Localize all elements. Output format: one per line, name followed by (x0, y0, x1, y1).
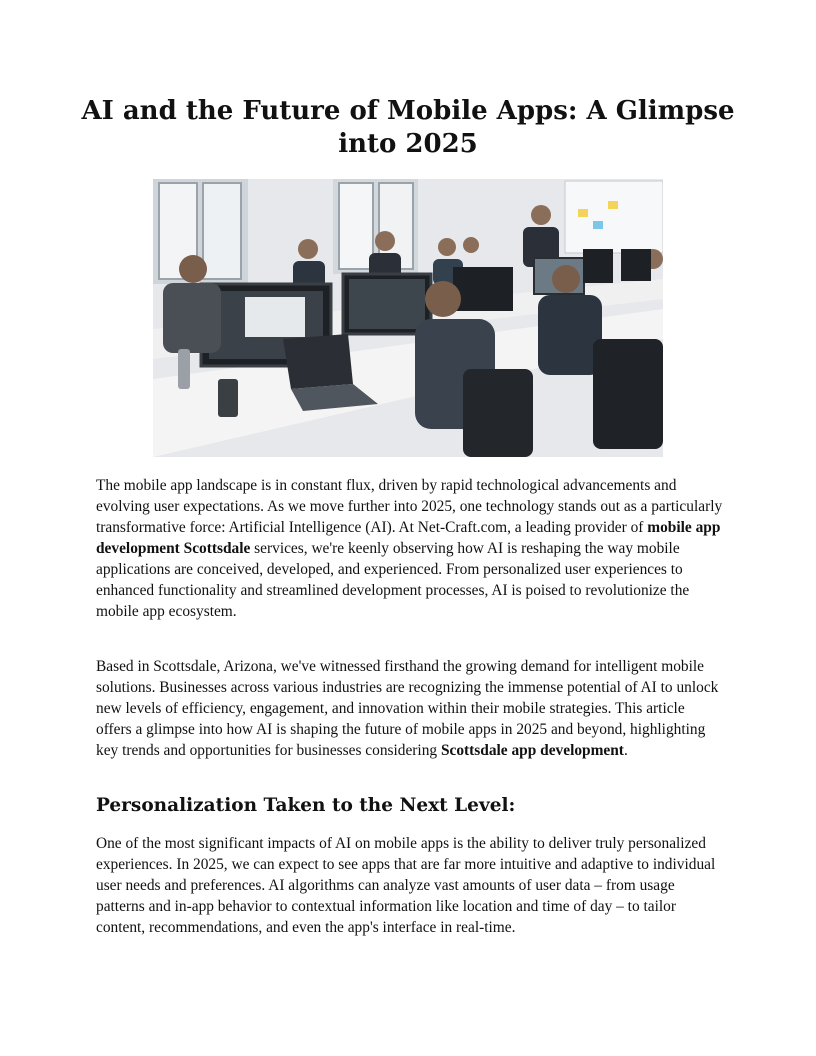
article-title: AI and the Future of Mobile Apps: A Glimpse into 2025 (81, 96, 735, 159)
intro-keyword: mobile app development Scottsdale (96, 519, 721, 557)
context-paragraph (96, 656, 724, 761)
context-text-start: Based in Scottsdale, Arizona, we've witnessed firsthand the growing demand for intelligent mobile solutions. Businesses across various industries are recognizing the immense potential of AI to unlock new levels of efficiency, engagement, and innovation within their mobile strategies. This article offers a glimpse into how AI is shaping the future of mobile apps in 2025 and beyond, highlighting key trends and opportunities for businesses considering (96, 658, 719, 759)
context-keyword: Scottsdale app development (440, 742, 624, 759)
intro-text-end: services, we're keenly observing how AI is reshaping the way mobile applications are conceived, developed, and experienced. From personalized user experiences to enhanced functionality and streamlined development processes, AI is poised to revolutionize the mobile app ecosystem. (96, 540, 690, 620)
context-text-end: . (623, 742, 628, 759)
section-heading: Personalization Taken to the Next Level: (96, 795, 516, 816)
office-photo (153, 179, 663, 457)
office-illustration (153, 179, 663, 457)
personalization-paragraph: One of the most significant impacts of AI on mobile apps is the ability to deliver truly personalized experiences. In 2025, we can expect to see apps that are far more intuitive and adaptive to individual user needs and preferences. AI algorithms can analyze vast amounts of user data – from usage patterns and in-app behavior to contextual information like location and time of day – to tailor content, recommendations, and even the app's interface in real-time. (96, 835, 716, 936)
intro-paragraph (96, 475, 724, 622)
intro-text-start: The mobile app landscape is in constant flux, driven by rapid technological advancements and evolving user expectations. As we move further into 2025, one technology stands out as a particularly transformative force: Artificial Intelligence (AI). At Net-Craft.com, a leading provider of (96, 477, 723, 536)
